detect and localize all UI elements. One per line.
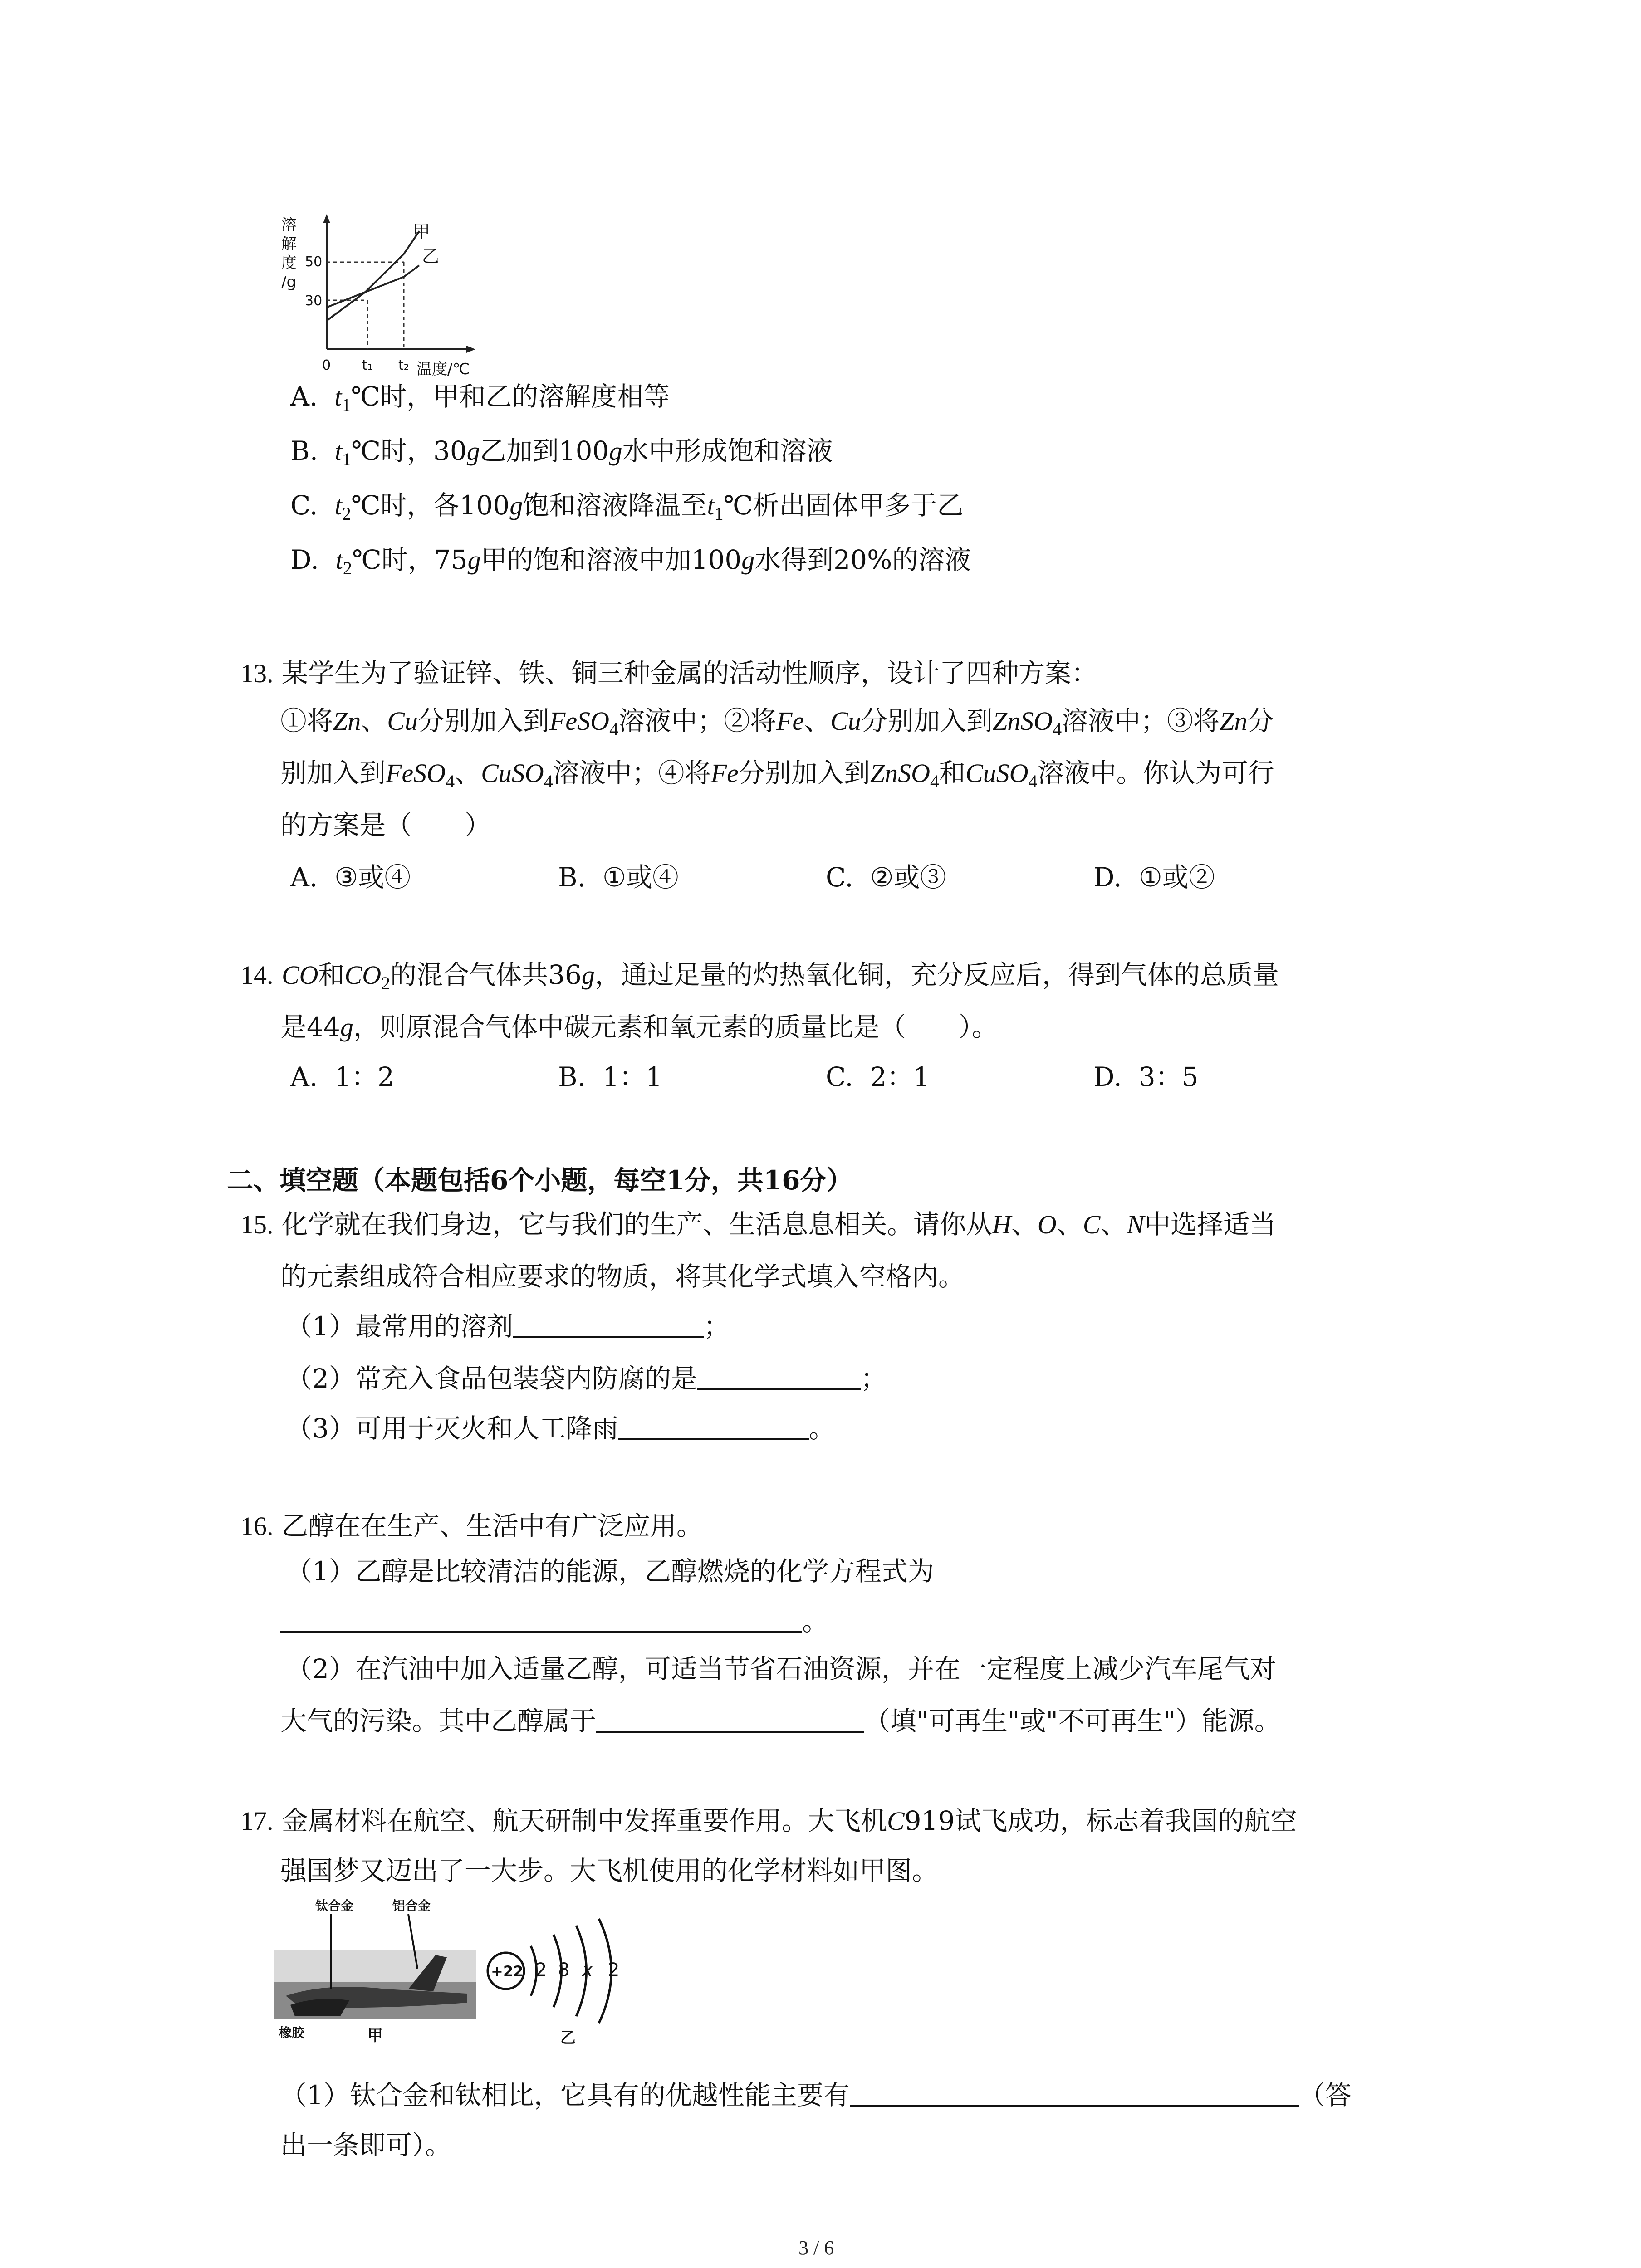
- option-letter: B.: [558, 862, 586, 893]
- option-letter: C.: [290, 490, 318, 521]
- shell-electrons: 2: [535, 1960, 547, 1980]
- answer-blank[interactable]: [280, 1608, 802, 1633]
- option-letter: D.: [1093, 862, 1122, 893]
- x-axis-label: 温度/℃: [416, 360, 470, 378]
- option-text: ℃时，75: [352, 544, 468, 575]
- part-text: （1）钛合金和钛相比，它具有的优越性能主要有: [280, 2080, 850, 2111]
- option-letter: C.: [826, 1061, 853, 1092]
- part-text: （1）最常用的溶剂: [286, 1311, 513, 1342]
- subscript: 1: [342, 449, 352, 469]
- q15-line2: 的元素组成符合相应要求的物质，将其化学式填入空格内。: [280, 1261, 965, 1292]
- q15-stem: 15. 化学就在我们身边，它与我们的生产、生活息息相关。请你从H、O、C、N中选择适当: [240, 1209, 1276, 1240]
- option-text: ℃析出固体甲多于乙: [723, 490, 964, 521]
- shell-electrons: 8: [558, 1960, 570, 1980]
- q17-stem: [240, 1805, 1297, 1836]
- question-number: 13.: [240, 659, 274, 688]
- y-axis-arrow: [323, 214, 330, 223]
- q16-part1: （1）乙醇是比较清洁的能源，乙醇燃烧的化学方程式为: [286, 1556, 934, 1587]
- part-text: （填"可再生"或"不可再生"）能源。: [864, 1706, 1281, 1736]
- solubility-chart: [272, 213, 499, 376]
- nucleus-charge: +22: [491, 1963, 524, 1980]
- option-letter: B.: [290, 435, 318, 466]
- ylabel-char: /g: [281, 273, 297, 291]
- option-text: 水得到20%的溶液: [754, 544, 971, 575]
- q15-part3: （3）可用于灭火和人工降雨 。: [286, 1413, 835, 1444]
- option-letter: D.: [1093, 1061, 1122, 1092]
- q14-option-d[interactable]: [1093, 1061, 1199, 1092]
- q15-part1: （1）最常用的溶剂 ；: [286, 1311, 730, 1342]
- question-text: 919试飞成功，标志着我国的航空: [904, 1805, 1297, 1836]
- shell-electrons: 2: [608, 1960, 620, 1980]
- unit-g: g: [509, 491, 523, 520]
- option-text: 1：1: [602, 1061, 662, 1092]
- q13-option-b[interactable]: [558, 862, 679, 893]
- question-text: 金属材料在航空、航天研制中发挥重要作用。大飞机: [281, 1805, 887, 1836]
- q14-stem: 14. CO和$CO_2$的混合气体共36g，通过足量的灼热氧化铜，充分反应后，得到气体的总质量: [240, 959, 1279, 993]
- y-tick-50: 50: [305, 254, 323, 270]
- part-text: （答: [1298, 2080, 1352, 2111]
- question-text: 乙醇在在生产、生活中有广泛应用。: [281, 1510, 703, 1541]
- option-text: ℃时，30: [351, 435, 467, 466]
- q13-option-d[interactable]: [1093, 862, 1215, 893]
- subscript: 1: [342, 395, 351, 415]
- option-text: 饱和溶液降温至: [523, 490, 707, 521]
- q16-stem: [240, 1510, 703, 1541]
- unit-g: g: [741, 545, 755, 575]
- q13-option-c[interactable]: [826, 862, 946, 893]
- q14-option-a[interactable]: [290, 1061, 395, 1092]
- option-text: 乙加到100: [480, 435, 609, 466]
- answer-blank[interactable]: [596, 1708, 864, 1733]
- t-symbol: t: [335, 545, 343, 575]
- q12-option-b[interactable]: [290, 435, 833, 469]
- part-text: 大气的污染。其中乙醇属于: [280, 1706, 597, 1736]
- subscript: 1: [714, 503, 724, 524]
- option-text: 甲的饱和溶液中加100: [480, 544, 742, 575]
- option-text: ①或②: [1138, 862, 1215, 893]
- shell-electrons: x: [582, 1960, 593, 1980]
- part-text: （2）常充入食品包装袋内防腐的是: [286, 1363, 697, 1394]
- q14-line2: 是44g，则原混合气体中碳元素和氧元素的质量比是（ ）。: [280, 1012, 998, 1042]
- ylabel-char: 解: [281, 235, 297, 253]
- q17-figure: [272, 1892, 681, 2046]
- q15-part2: （2）常充入食品包装袋内防腐的是 ；: [286, 1363, 887, 1394]
- question-number: 17.: [240, 1806, 274, 1836]
- series-label-jia: 甲: [413, 222, 431, 242]
- series-label-yi: 乙: [422, 246, 440, 266]
- q14-option-b[interactable]: [558, 1061, 662, 1092]
- q13-line3: 别加入到FeSO$_4$、CuSO$_4$溶液中；④将Fe分别加入到ZnSO$_4$和CuSO$_4$溶液中。你认为可行: [280, 758, 1274, 792]
- option-text: 2：1: [870, 1061, 930, 1092]
- q17-part1: [280, 2080, 1352, 2111]
- label-rubber: 橡胶: [279, 2025, 305, 2040]
- t-symbol: t: [334, 491, 342, 520]
- question-number: 15.: [240, 1210, 274, 1239]
- x-tick-t1: t₁: [362, 357, 373, 373]
- chart-ylabel: [281, 215, 309, 292]
- q12-option-d[interactable]: [290, 544, 971, 578]
- question-text: C: [887, 1806, 905, 1836]
- unit-g: g: [609, 436, 622, 466]
- unit-g: g: [466, 436, 480, 466]
- option-text: ℃时，各100: [351, 490, 510, 521]
- option-letter: C.: [826, 862, 853, 893]
- option-text: ℃时，甲和乙的溶解度相等: [351, 381, 670, 412]
- subscript: 2: [342, 503, 351, 524]
- label-al-alloy: 铝合金: [392, 1898, 431, 1913]
- t-symbol: t: [334, 382, 342, 411]
- label-ti-alloy: 钛合金: [315, 1898, 354, 1913]
- question-number: 14.: [240, 960, 274, 990]
- label-yi: 乙: [560, 2029, 576, 2047]
- q14-option-c[interactable]: [826, 1061, 930, 1092]
- answer-blank[interactable]: [850, 2082, 1299, 2107]
- section-heading: 二、填空题（本题包括6个小题，每空1分，共16分）: [227, 1165, 853, 1196]
- answer-blank[interactable]: [513, 1314, 704, 1338]
- q16-part2-line2: [280, 1708, 1281, 1734]
- x-tick-0: 0: [322, 357, 331, 373]
- label-jia: 甲: [367, 2027, 383, 2045]
- page-number: 3 / 6: [798, 2237, 834, 2259]
- option-letter: D.: [290, 544, 319, 575]
- t-symbol: t: [334, 436, 343, 466]
- option-text: 3：5: [1138, 1061, 1199, 1092]
- y-tick-30: 30: [305, 293, 323, 309]
- option-text: ③或④: [334, 862, 411, 893]
- q13-line2: ①将Zn、Cu分别加入到FeSO$_4$溶液中；②将Fe、Cu分别加入到ZnSO$_4$溶液中；③将Zn分: [280, 705, 1274, 739]
- option-text: 水中形成饱和溶液: [622, 435, 833, 466]
- option-text: ①或④: [602, 862, 679, 893]
- q13-line4: 的方案是（ ）: [280, 810, 491, 841]
- option-text: 1：2: [334, 1061, 395, 1092]
- option-letter: B.: [558, 1061, 586, 1092]
- x-axis-arrow: [466, 346, 475, 353]
- q16-part1-answer: 。: [280, 1608, 828, 1634]
- q16-part2: （2）在汽油中加入适量乙醇，可适当节省石油资源，并在一定程度上减少汽车尾气对: [286, 1653, 1276, 1684]
- t-symbol: t: [707, 491, 715, 520]
- q13-stem: [240, 660, 1097, 687]
- question-number: 16.: [240, 1511, 274, 1541]
- q12-option-a[interactable]: [290, 383, 670, 414]
- ylabel-char: 度: [281, 254, 297, 272]
- option-letter: A.: [290, 381, 318, 412]
- option-letter: A.: [290, 862, 318, 893]
- question-text: 某学生为了验证锌、铁、铜三种金属的活动性顺序，设计了四种方案：: [281, 658, 1097, 689]
- part-text: （3）可用于灭火和人工降雨: [286, 1413, 618, 1444]
- q17-line2: 强国梦又迈出了一大步。大飞机使用的化学材料如甲图。: [280, 1855, 939, 1886]
- unit-g: g: [467, 545, 481, 575]
- q13-option-a[interactable]: [290, 862, 411, 893]
- answer-blank[interactable]: [618, 1416, 809, 1440]
- curve-yi: [327, 265, 419, 307]
- answer-blank[interactable]: [697, 1366, 861, 1390]
- q12-option-c[interactable]: [290, 492, 963, 523]
- option-letter: A.: [290, 1061, 318, 1092]
- subscript: 2: [343, 558, 352, 578]
- option-text: ②或③: [870, 862, 946, 893]
- x-tick-t2: t₂: [398, 357, 409, 373]
- q17-part1-line2: 出一条即可）。: [280, 2130, 452, 2160]
- ylabel-char: 溶: [281, 216, 297, 234]
